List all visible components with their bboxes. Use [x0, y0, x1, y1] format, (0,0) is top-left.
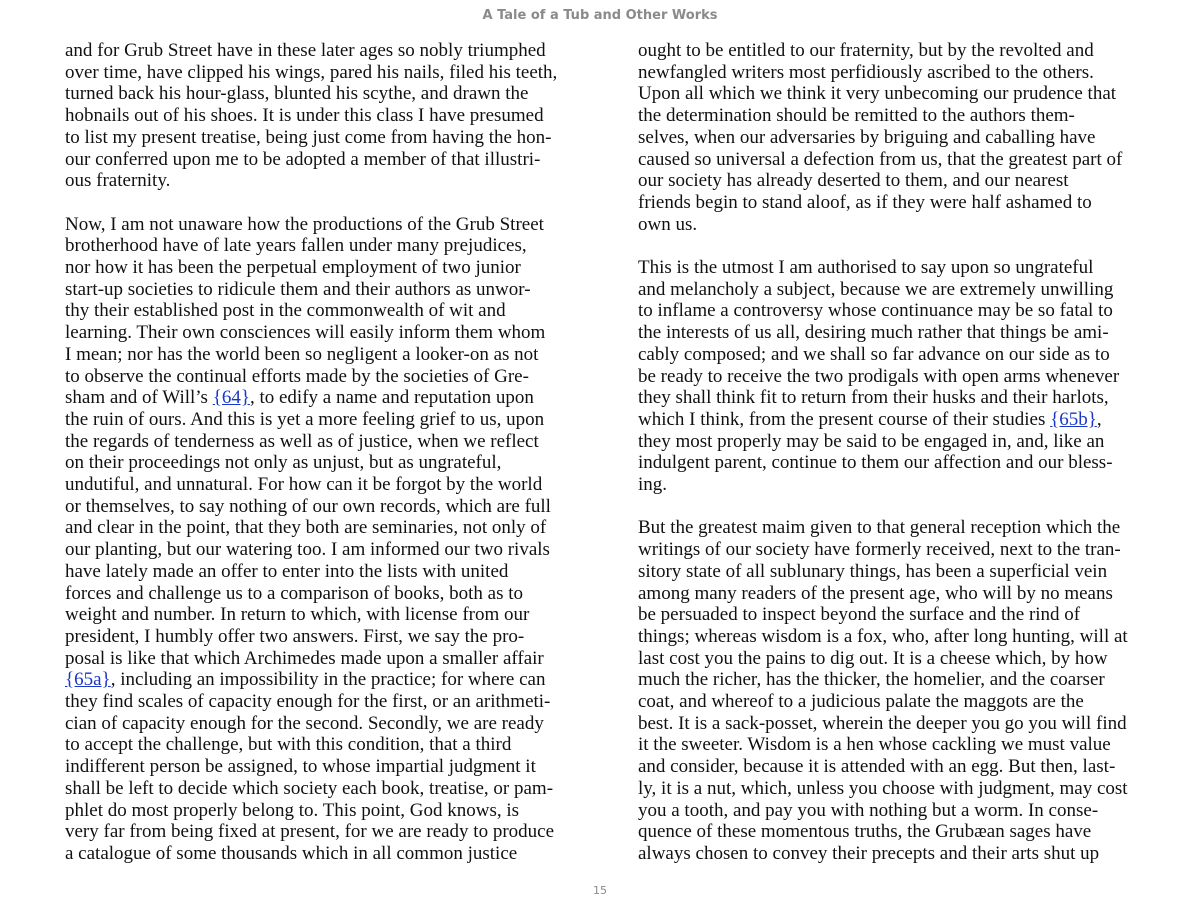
page-number: 15	[593, 884, 607, 897]
footnote-link-65a[interactable]: {65a}	[65, 669, 111, 691]
paragraph	[638, 257, 1138, 496]
paragraph	[65, 214, 565, 865]
book-title: A Tale of a Tub and Other Works	[482, 8, 718, 23]
paragraph: ought to be entitled to our fraternity, but by the revolted and newfangled writers most perfidiously ascribed to the others. Upon all which we think it very unbecoming our prudence that the determination should be remitted to the authors them- selves, when our adversaries by briguing and caballing have caused so universal a defection from us, that the greatest part of our society has already deserted to them, and our nearest friends begin to stand aloof, as if they were half ashamed to own us.	[638, 40, 1123, 235]
footnote-link-65b[interactable]: {65b}	[1050, 408, 1097, 430]
paragraph: and for Grub Street have in these later ages so nobly triumphed over time, have clipped his wings, pared his nails, filed his teeth, turned back his hour-glass, blunted his scythe, and drawn the hobnails out of his shoes. It is under this class I have presumed to list my present treatise, being just come from having the hon- our conferred upon me to be adopted a member of that illustri- ous fraternity.	[65, 40, 558, 192]
footnote-link-64[interactable]: {64}	[212, 387, 250, 409]
paragraph-text: , to edify a name and reputation upon the ruin of ours. And this is yet a more feeling grief to us, upon the regards of tenderness as well as of justice, when we reflect on their proceedings not only as unjust, but as ungrateful, undutiful, and unnatural. For how can it be forgot by the world or themselves, to say nothing of our own records, which are full and clear in the point, that they both are seminaries, not only of our planting, but our watering too. I am informed our two rivals have lately made an offer to enter into the lists with united forces and challenge us to a comparison of books, both as to weight and number. In return to which, with license from our president, I humbly offer two answers. First, we say the pro- posal is like that which Archimedes made upon a smaller affair	[65, 387, 551, 669]
left-column	[65, 40, 565, 886]
paragraph-text: Now, I am not unaware how the productions of the Grub Street brotherhood have of late years fallen under many prejudices, nor how it has been the perpetual employment of two junior start-up societies to ridicule them and their authors as unwor- thy their established post in the commonwealth of wit and learning. Their own consciences will easily inform them whom I mean; nor has the world been so negligent a looker-on as not to observe the continual efforts made by the societies of Gre- sham and of Will’s	[65, 213, 546, 409]
paragraph-text: , they most properly may be said to be engaged in, and, like an indulgent parent, continue to them our affection and our bless- ing.	[638, 408, 1113, 496]
paragraph-text: , including an impossibility in the practice; for where can they find scales of capacity enough for the first, or an arithmeti- cian of capacity enough for the second. Secondly, we are ready to accept the challenge, but with this condition, that a third indifferent person be assigned, to whose impartial judgment it shall be left to decide which society each book, treatise, or pam- phlet do most properly belong to. This point, God knows, is very far from being fixed at present, for we are ready to produce a catalogue of some thousands which in all common justice	[65, 669, 555, 864]
paragraph: But the greatest maim given to that general reception which the writings of our society have formerly received, next to the tran- sitory state of all sublunary things, has been a superficial vein among many readers of the present age, who will by no means be persuaded to inspect beyond the surface and the rind of things; whereas wisdom is a fox, who, after long hunting, will at last cost you the pains to dig out. It is a cheese which, by how much the richer, has the thicker, the homelier, and the coarser coat, and whereof to a judicious palate the maggots are the best. It is a sack-posset, wherein the deeper you go you will find it the sweeter. Wisdom is a hen whose cackling we must value and consider, because it is attended with an egg. But then, last- ly, it is a nut, which, unless you choose with judgment, may cost you a tooth, and pay you with nothing but a worm. In conse- quence of these momentous truths, the Grubæan sages have always chosen to convey their precepts and their arts shut up	[638, 517, 1128, 864]
paragraph-text: This is the utmost I am authorised to say upon so ungrateful and melancholy a subject, because we are extremely unwilling to inflame a controversy whose continuance may be so fatal to the interests of us all, desiring much rather that things be ami- cably composed; and we shall so far advance on our side as to be ready to receive the two prodigals with open arms whenever they shall think fit to return from their husks and their harlots, which I think, from the present course of their studies	[638, 257, 1120, 430]
right-column	[638, 40, 1138, 886]
